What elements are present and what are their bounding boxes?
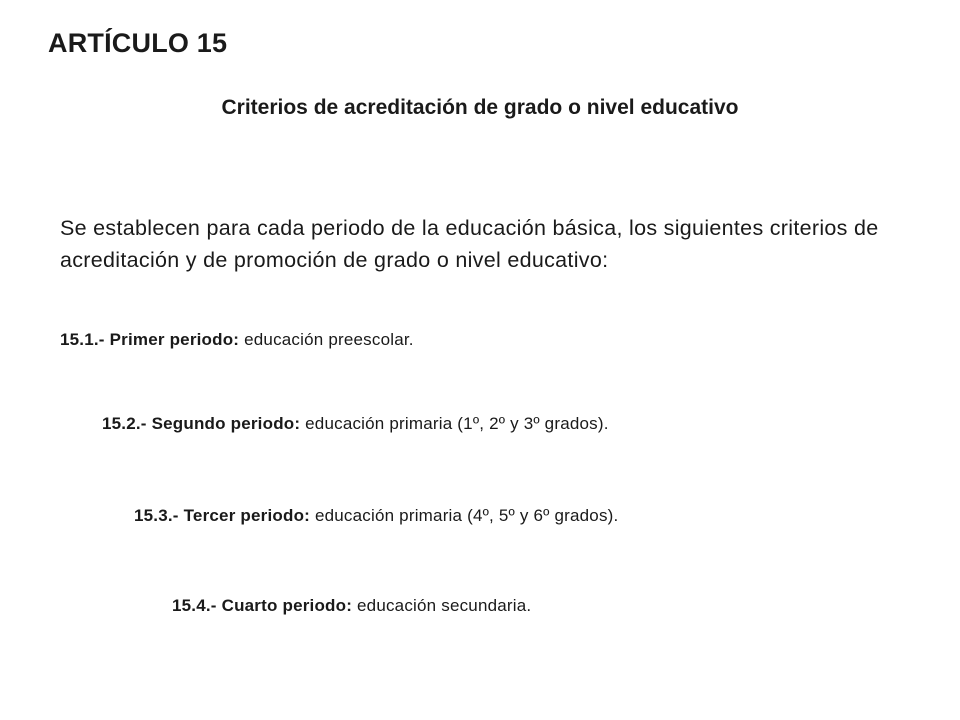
article-subtitle: Criterios de acreditación de grado o nivel educativo xyxy=(221,96,739,119)
period-label: 15.4.- Cuarto periodo: xyxy=(172,596,353,615)
article-title: ARTÍCULO 15 xyxy=(48,28,228,58)
period-item-2 xyxy=(102,414,609,434)
period-label: 15.1.- Primer periodo: xyxy=(60,330,240,349)
period-text: educación preescolar. xyxy=(239,330,414,349)
period-item-4 xyxy=(172,596,531,616)
period-label: 15.2.- Segundo periodo: xyxy=(102,414,301,433)
period-item-1 xyxy=(60,330,414,350)
period-text: educación primaria (4º, 5º y 6º grados). xyxy=(310,506,619,525)
period-label: 15.3.- Tercer periodo: xyxy=(134,506,311,525)
period-item-3 xyxy=(134,506,618,526)
period-text: educación secundaria. xyxy=(352,596,532,615)
period-text: educación primaria (1º, 2º y 3º grados). xyxy=(300,414,609,433)
intro-paragraph: Se establecen para cada periodo de la educación básica, los siguientes criterios de acreditación y de promoción de grado o nivel educativo: xyxy=(60,216,879,272)
